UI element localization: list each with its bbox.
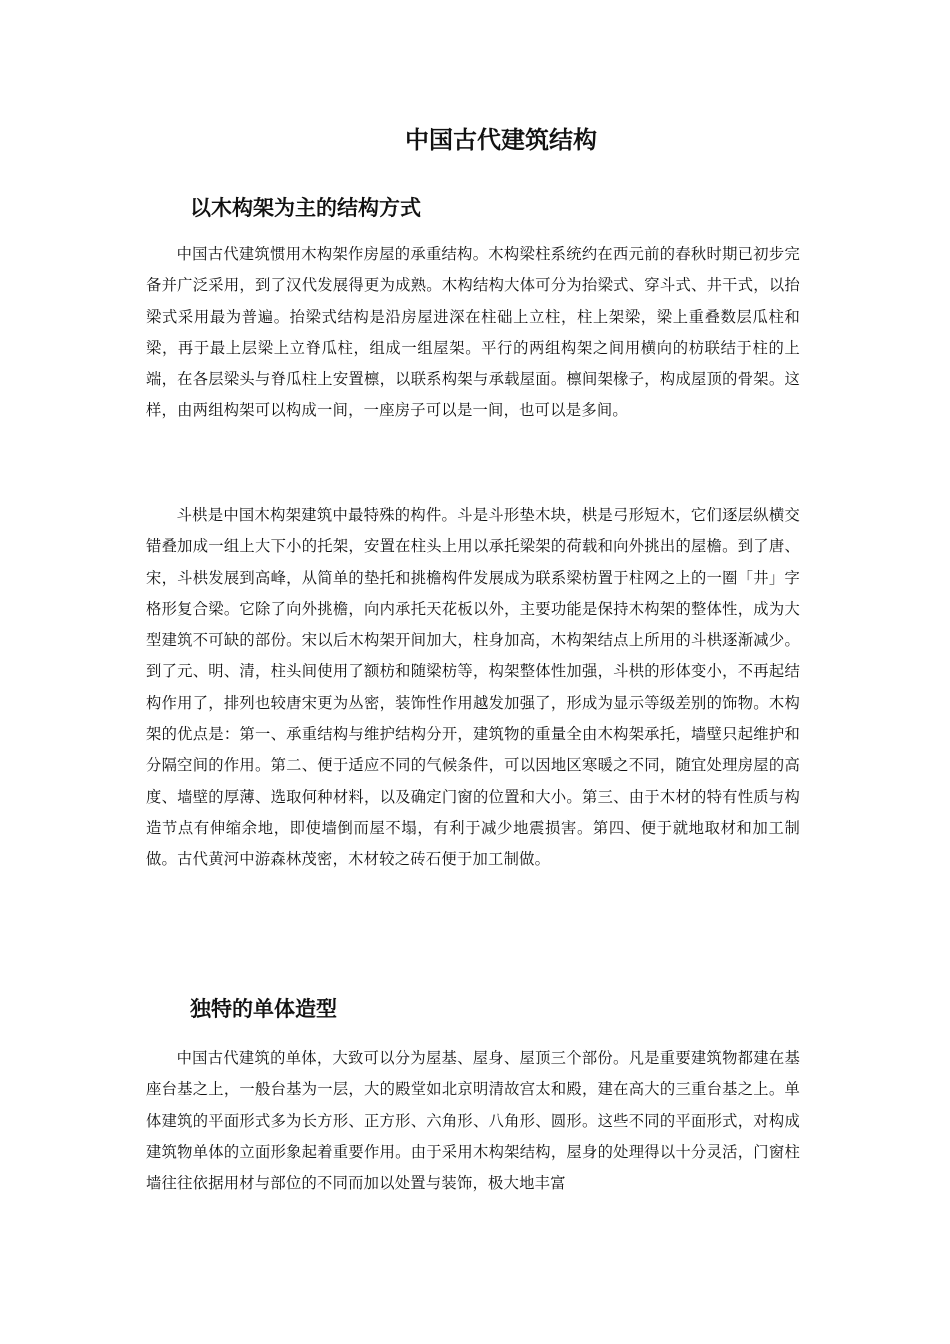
section-heading-timber-frame: 以木构架为主的结构方式 [190,195,421,220]
paragraph-single-building: 中国古代建筑的单体，大致可以分为屋基、屋身、屋顶三个部份。凡是重要建筑物都建在基座台基之上，一般台基为一层，大的殿堂如北京明清故宫太和殿，建在高大的三重台基之上。单体建筑的平面形式多为长方形、正方形、六角形、八角形、圆形。这些不同的平面形式，对构成建筑物单体的立面形象起着重要作用。由于采用木构架结构，屋身的处理得以十分灵活，门窗柱墙往往依据用材与部位的不同而加以处置与装饰，极大地丰富 [146,1049,800,1193]
document-title: 中国古代建筑结构 [405,125,597,154]
section-heading-unique-form: 独特的单体造型 [190,996,337,1021]
paragraph-timber-frame-structure: 中国古代建筑惯用木构架作房屋的承重结构。木构梁柱系统约在西元前的春秋时期已初步完备并广泛采用，到了汉代发展得更为成熟。木构结构大体可分为抬梁式、穿斗式、井干式，以抬梁式采用最为普遍。抬梁式结构是沿房屋进深在柱础上立柱，柱上架梁，梁上重叠数层瓜柱和梁，再于最上层梁上立脊瓜柱，组成一组屋架。平行的两组构架之间用横向的枋联结于柱的上端，在各层梁头与脊瓜柱上安置檩，以联系构架与承载屋面。檩间架椽子，构成屋顶的骨架。这样，由两组构架可以构成一间，一座房子可以是一间，也可以是多间。 [146,245,800,420]
paragraph-dougong-bracket: 斗栱是中国木构架建筑中最特殊的构件。斗是斗形垫木块，栱是弓形短木，它们逐层纵横交错叠加成一组上大下小的托架，安置在柱头上用以承托梁架的荷载和向外挑出的屋檐。到了唐、宋，斗栱发展到高峰，从简单的垫托和挑檐构件发展成为联系梁枋置于柱网之上的一圈「井」字格形复合梁。它除了向外挑檐，向内承托天花板以外，主要功能是保持木构架的整体性，成为大型建筑不可缺的部份。宋以后木构架开间加大，柱身加高，木构架结点上所用的斗栱逐渐减少。到了元、明、清，柱头间使用了额枋和随梁枋等，构架整体性加强，斗栱的形体变小，不再起结构作用了，排列也较唐宋更为丛密，装饰性作用越发加强了，形成为显示等级差别的饰物。木构架的优点是：第一、承重结构与维护结构分开，建筑物的重量全由木构架承托，墙壁只起维护和分隔空间的作用。第二、便于适应不同的气候条件，可以因地区寒暖之不同，随宜处理房屋的高度、墙壁的厚薄、选取何种材料，以及确定门窗的位置和大小。第三、由于木材的特有性质与构造节点有伸缩余地，即使墙倒而屋不塌，有利于减少地震损害。第四、便于就地取材和加工制做。古代黄河中游森林茂密，木材较之砖石便于加工制做。 [146,506,800,869]
